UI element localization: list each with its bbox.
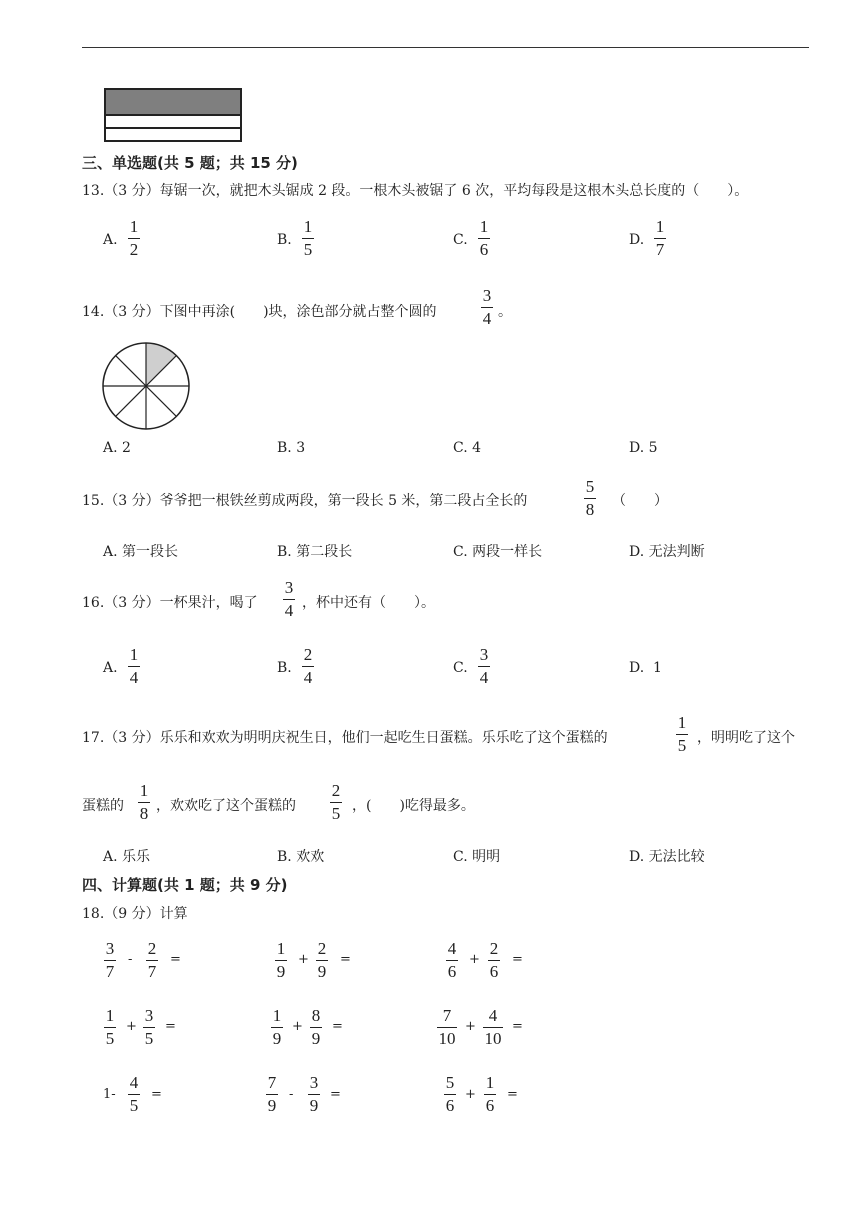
q16-option-a-label[interactable]: A. <box>103 660 118 676</box>
bar-figure <box>104 88 244 144</box>
calc-3-3-eq: = <box>507 1087 518 1102</box>
calc-3-3-a: 5 6 <box>445 1073 455 1115</box>
calc-2-2-b: 8 9 <box>311 1006 321 1048</box>
question-17-line2-end: ，( )吃得最多。 <box>352 798 475 814</box>
calc-3-1-prefix: 1- <box>103 1087 116 1102</box>
q15-option-a[interactable]: A. 第一段长 <box>103 544 179 560</box>
question-18: 18.（9 分）计算 <box>82 906 188 922</box>
q15-tail: （ ） <box>612 493 668 509</box>
question-13: 13.（3 分）每锯一次，就把木头锯成 2 段。一根木头被锯了 6 次，平均每段是这根木头总长度的（ ）。 <box>82 183 749 199</box>
option-a-fraction: 1 2 <box>129 217 139 259</box>
question-14: 14.（3 分）下图中再涂( )块，涂色部分就占整个圆的 <box>82 304 437 320</box>
calc-1-2-b: 2 9 <box>317 939 327 981</box>
calc-1-2-eq: = <box>340 952 351 967</box>
calc-3-2-a: 7 9 <box>267 1073 277 1115</box>
calc-2-2-op: + <box>292 1019 303 1034</box>
q17-option-a[interactable]: A. 乐乐 <box>103 849 151 865</box>
question-17-line1-tail: ，明明吃了这个 <box>697 730 795 746</box>
calc-3-1-eq: = <box>151 1087 162 1102</box>
q15-fraction: 5 8 <box>585 477 595 519</box>
q17-option-b[interactable]: B. 欢欢 <box>277 849 325 865</box>
q17-option-d[interactable]: D. 无法比较 <box>629 849 705 865</box>
question-16: 16.（3 分）一杯果汁，喝了 <box>82 595 258 611</box>
q14-option-d[interactable]: D. 5 <box>629 440 658 456</box>
q17-fraction-3: 2 5 <box>331 781 341 823</box>
q15-option-b[interactable]: B. 第二段长 <box>277 544 353 560</box>
calc-3-2-eq: = <box>330 1087 341 1102</box>
q17-fraction-2: 1 8 <box>139 781 149 823</box>
q14-tail: 。 <box>498 304 512 320</box>
q16-option-d-value: 1 <box>653 660 662 676</box>
calc-2-1-op: + <box>126 1019 137 1034</box>
q16-option-c-label[interactable]: C. <box>453 660 468 676</box>
option-c-label[interactable]: C. <box>453 232 468 248</box>
question-17-line1: 17.（3 分）乐乐和欢欢为明明庆祝生日，他们一起吃生日蛋糕。乐乐吃了这个蛋糕的 <box>82 730 608 746</box>
q14-option-a[interactable]: A. 2 <box>103 440 131 456</box>
calc-3-2-b: 3 9 <box>309 1073 319 1115</box>
question-17-line2-mid: ，欢欢吃了这个蛋糕的 <box>156 798 296 814</box>
q17-fraction-1: 1 5 <box>677 713 687 755</box>
q14-option-c[interactable]: C. 4 <box>453 440 482 456</box>
q16-option-b-label[interactable]: B. <box>277 660 292 676</box>
section-title-calculation: 四、计算题(共 1 题；共 9 分) <box>82 876 288 894</box>
calc-2-2-eq: = <box>332 1019 343 1034</box>
section-title-single-choice: 三、单选题(共 5 题；共 15 分) <box>82 154 298 172</box>
question-17-line2-start: 蛋糕的 <box>82 798 124 814</box>
option-d-label[interactable]: D. <box>629 232 645 248</box>
calc-1-2-a: 1 9 <box>276 939 286 981</box>
q16-fraction: 3 4 <box>284 578 294 620</box>
calc-1-3-eq: = <box>512 952 523 967</box>
option-a-label[interactable]: A. <box>103 232 118 248</box>
calc-2-1-eq: = <box>165 1019 176 1034</box>
option-c-fraction: 1 6 <box>479 217 489 259</box>
calc-1-3-b: 2 6 <box>489 939 499 981</box>
q16-option-b-fraction: 2 4 <box>303 645 313 687</box>
q14-fraction: 3 4 <box>482 286 492 328</box>
calc-1-1-b: 2 7 <box>147 939 157 981</box>
option-d-fraction: 1 7 <box>655 217 665 259</box>
calc-1-1-op: - <box>128 952 133 967</box>
calc-1-3-a: 4 6 <box>447 939 457 981</box>
calc-2-1-b: 3 5 <box>144 1006 154 1048</box>
calc-2-3-a: 7 10 <box>438 1006 456 1048</box>
calc-1-2-op: + <box>298 952 309 967</box>
calc-3-1-b: 4 5 <box>129 1073 139 1115</box>
calc-2-3-eq: = <box>512 1019 523 1034</box>
q16-tail: ，杯中还有（ ）。 <box>302 595 435 611</box>
question-15: 15.（3 分）爷爷把一根铁丝剪成两段，第一段长 5 米，第二段占全长的 <box>82 493 528 509</box>
option-b-fraction: 1 5 <box>303 217 313 259</box>
q15-option-c[interactable]: C. 两段一样长 <box>453 544 543 560</box>
calc-3-3-op: + <box>465 1087 476 1102</box>
calc-2-1-a: 1 5 <box>105 1006 115 1048</box>
calc-3-3-b: 1 6 <box>485 1073 495 1115</box>
q14-option-b[interactable]: B. 3 <box>277 440 306 456</box>
calc-3-2-op: - <box>289 1087 294 1102</box>
option-b-label[interactable]: B. <box>277 232 292 248</box>
calc-1-1-a: 3 7 <box>105 939 115 981</box>
circle-figure <box>100 340 194 434</box>
header-rule <box>82 47 809 48</box>
calc-1-3-op: + <box>469 952 480 967</box>
calc-2-3-op: + <box>465 1019 476 1034</box>
q16-option-d-label[interactable]: D. <box>629 660 645 676</box>
calc-2-3-b: 4 10 <box>484 1006 502 1048</box>
q15-option-d[interactable]: D. 无法判断 <box>629 544 705 560</box>
q16-option-a-fraction: 1 4 <box>129 645 139 687</box>
q16-option-c-fraction: 3 4 <box>479 645 489 687</box>
q17-option-c[interactable]: C. 明明 <box>453 849 501 865</box>
calc-2-2-a: 1 9 <box>272 1006 282 1048</box>
calc-1-1-eq: = <box>170 952 181 967</box>
